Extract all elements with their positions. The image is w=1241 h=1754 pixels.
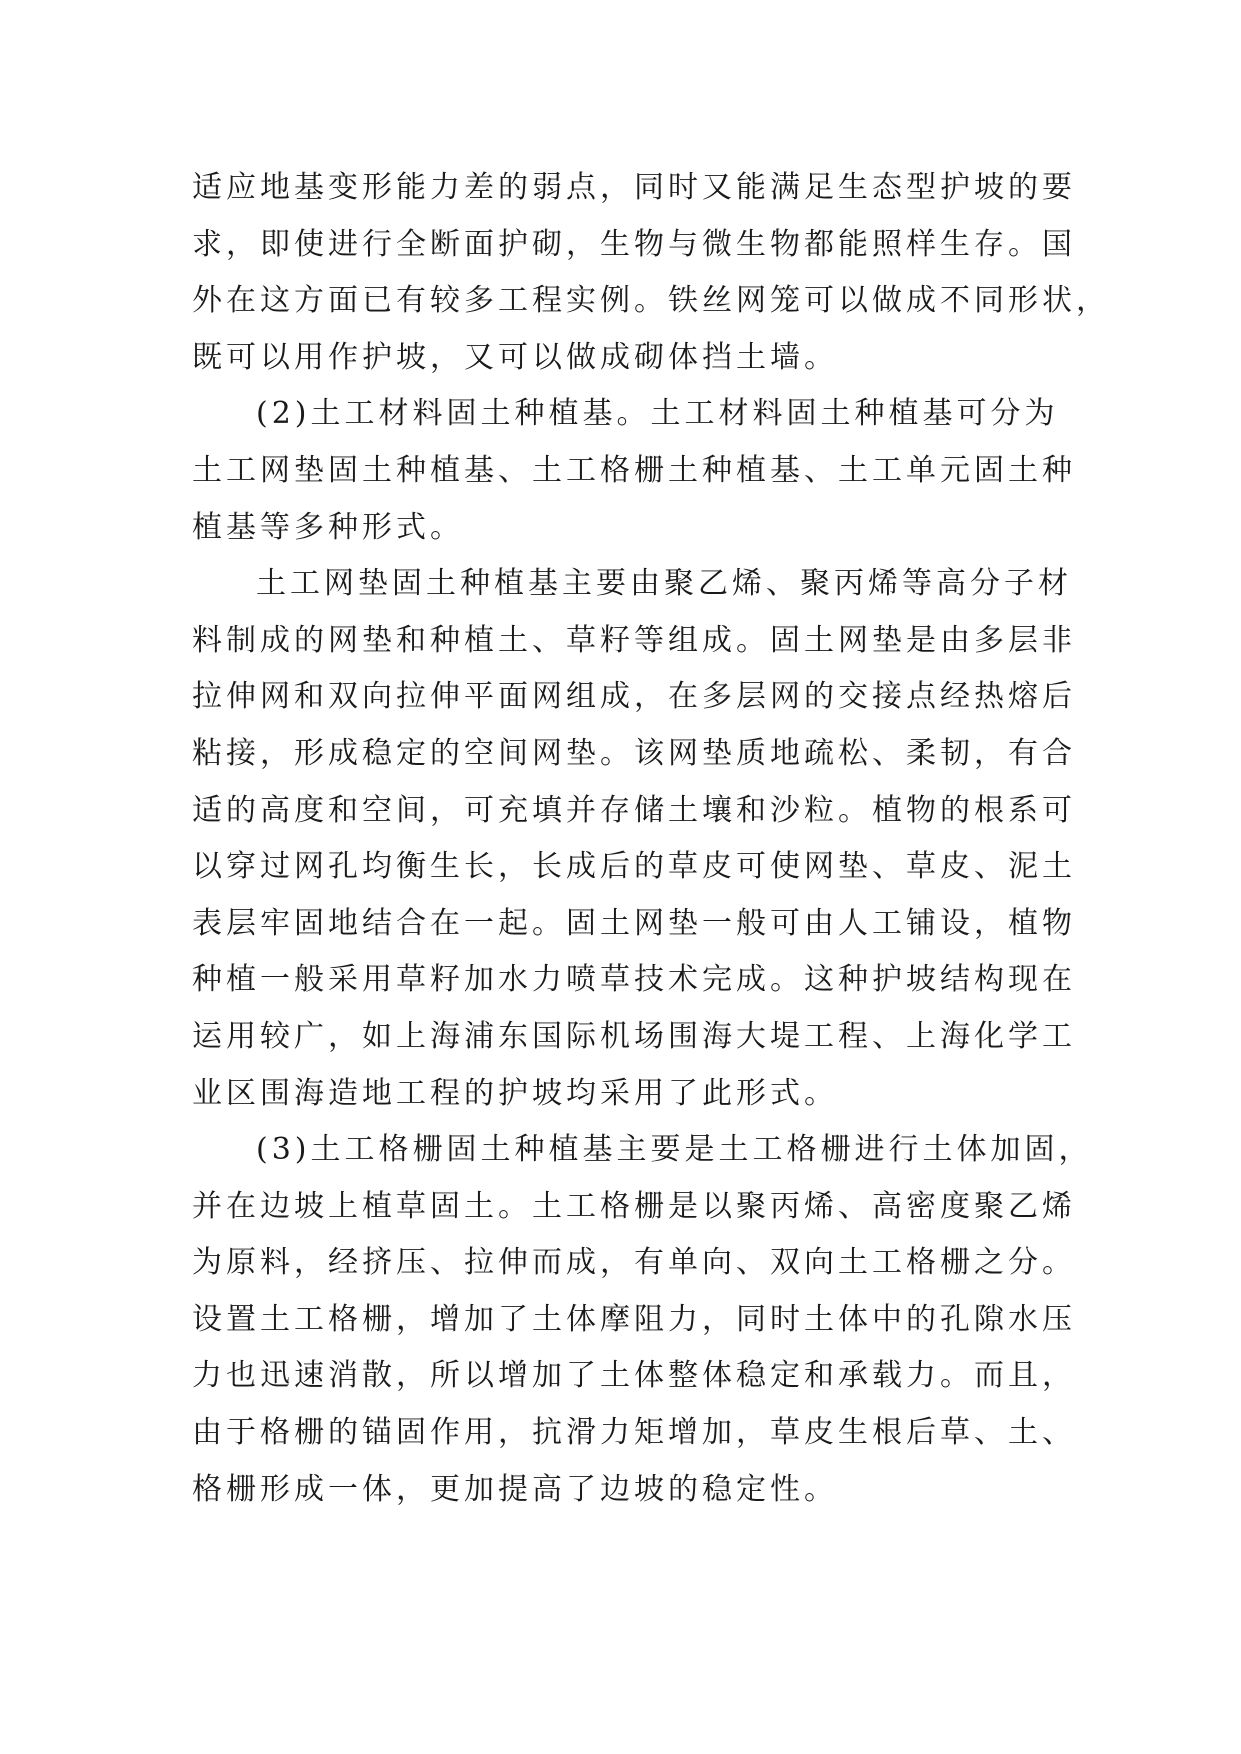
text-line: 运用较广，如上海浦东国际机场围海大堤工程、上海化学工 bbox=[192, 1018, 1076, 1054]
document-body bbox=[192, 160, 1110, 1518]
text-line: 业区围海造地工程的护坡均采用了此形式。 bbox=[192, 1075, 838, 1111]
text-line: 设置土工格栅，增加了土体摩阻力，同时土体中的孔隙水压 bbox=[192, 1301, 1076, 1337]
text-line: 外在这方面已有较多工程实例。铁丝网笼可以做成不同形状， bbox=[192, 283, 1110, 319]
text-line: 由于格栅的锚固作用，抗滑力矩增加，草皮生根后草、土、 bbox=[192, 1415, 1076, 1451]
text-line: 并在边坡上植草固土。土工格栅是以聚丙烯、高密度聚乙烯 bbox=[192, 1188, 1076, 1224]
text-line: 既可以用作护坡，又可以做成砌体挡土墙。 bbox=[192, 339, 838, 375]
text-line: 格栅形成一体，更加提高了边坡的稳定性。 bbox=[192, 1471, 838, 1507]
text-line: 拉伸网和双向拉伸平面网组成，在多层网的交接点经热熔后 bbox=[192, 679, 1076, 715]
text-line: 植基等多种形式。 bbox=[192, 509, 464, 545]
text-line: (2)土工材料固土种植基。土工材料固土种植基可分为 bbox=[256, 396, 1059, 432]
text-line: 求，即使进行全断面护砌，生物与微生物都能照样生存。国 bbox=[192, 226, 1076, 262]
text-line: 料制成的网垫和种植土、草籽等组成。固土网垫是由多层非 bbox=[192, 622, 1076, 658]
text-line: 土工网垫固土种植基主要由聚乙烯、聚丙烯等高分子材 bbox=[256, 566, 1072, 602]
text-line: 粘接，形成稳定的空间网垫。该网垫质地疏松、柔韧，有合 bbox=[192, 735, 1076, 771]
text-line: 适的高度和空间，可充填并存储土壤和沙粒。植物的根系可 bbox=[192, 792, 1076, 828]
text-line: 表层牢固地结合在一起。固土网垫一般可由人工铺设，植物 bbox=[192, 905, 1076, 941]
text-line: 为原料，经挤压、拉伸而成，有单向、双向土工格栅之分。 bbox=[192, 1245, 1076, 1281]
text-line: (3)土工格栅固土种植基主要是土工格栅进行土体加固， bbox=[256, 1132, 1093, 1168]
text-line: 土工网垫固土种植基、土工格栅土种植基、土工单元固土种 bbox=[192, 452, 1076, 488]
text-line: 以穿过网孔均衡生长，长成后的草皮可使网垫、草皮、泥土 bbox=[192, 849, 1076, 885]
text-line: 种植一般采用草籽加水力喷草技术完成。这种护坡结构现在 bbox=[192, 962, 1076, 998]
text-line: 力也迅速消散，所以增加了土体整体稳定和承载力。而且， bbox=[192, 1358, 1076, 1394]
text-line: 适应地基变形能力差的弱点，同时又能满足生态型护坡的要 bbox=[192, 170, 1076, 205]
